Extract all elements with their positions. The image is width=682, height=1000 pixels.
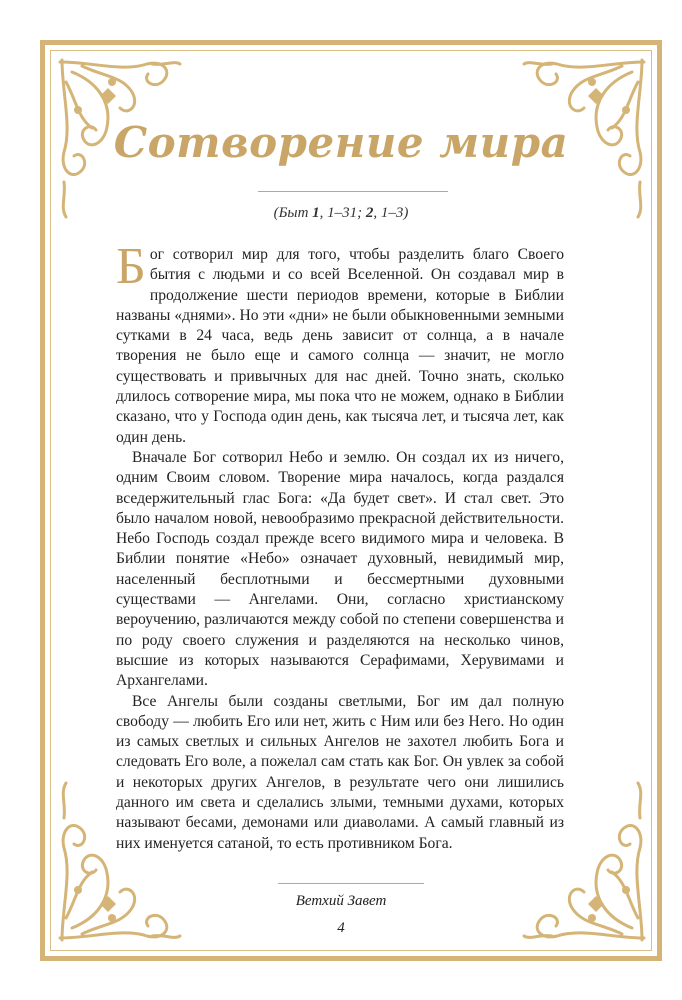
paragraph-2: Вначале Бог сотворил Небо и землю. Он создал их из ничего, одним Своим словом. Творение мира началось, когда раздался вседержительный глас Бога: «Да будет свет». И стал свет. Это было началом новой, невообразимо прекрасной действительности. Небо Господь создал прежде всего видимого мира и человека. В Библии понятие «Небо» означает духовный, невидимый мир, населенный бесплотными и бессмертными духовными существами — Ангелами. Они, согласно христианскому вероучению, различаются между собой по степени совершенства и по роду своего служения и разделяются на несколько чинов, высшие из которых называются Серафимами, Херувимами и Архангелами. <box>116 448 564 690</box>
page-title: Сотворение мира <box>113 118 569 167</box>
drop-cap: Б <box>116 238 146 295</box>
paragraph-1 <box>116 238 564 448</box>
page-number: 4 <box>337 920 345 936</box>
reference-range-2: , 1–3) <box>373 205 409 221</box>
scripture-reference <box>0 205 682 222</box>
reference-range-1: , 1–31; <box>319 205 366 221</box>
reference-chapter-2: 2 <box>365 205 374 221</box>
paragraph-1-text: ог сотворил мир для того, чтобы разделить благо Своего бытия с людьми и со всей Вселенной. Он создавал мир в продолжение шести периодов времени, которые в Библии названы «днями». Но эти «дни» не были обыкновенными земными сутками в 24 часа, ведь день зависит от солнца, а в начале творения не было еще и самого солнца — значит, не могло существовать и привычных для нас дней. Точно знать, сколько длилось сотворение мира, мы пока что не можем, однако в Библии сказано, что у Господа один день, как тысяча лет, и тысяча лет, как один день. <box>116 246 564 446</box>
reference-open: (Быт <box>273 205 313 221</box>
paragraph-3: Все Ангелы были созданы светлыми, Бог им дал полную свободу — любить Его или нет, жить с Ним или без Него. Но один из самых светлых и сильных Ангелов не захотел любить Бога и следовать Его воле, а пожелал сам стать как Бог. Он увлек за собой и некоторых других Ангелов, в результате чего они лишились данного им света и сделались злыми, темными духами, которых называют бесами, демонами или диаволами. А самый главный из них именуется сатаной, то есть противником Бога. <box>116 692 564 852</box>
footer-divider <box>278 883 424 884</box>
article-body <box>116 238 564 854</box>
reference-chapter-1: 1 <box>312 205 320 221</box>
section-label: Ветхий Завет <box>295 893 387 909</box>
title-divider <box>258 191 448 192</box>
